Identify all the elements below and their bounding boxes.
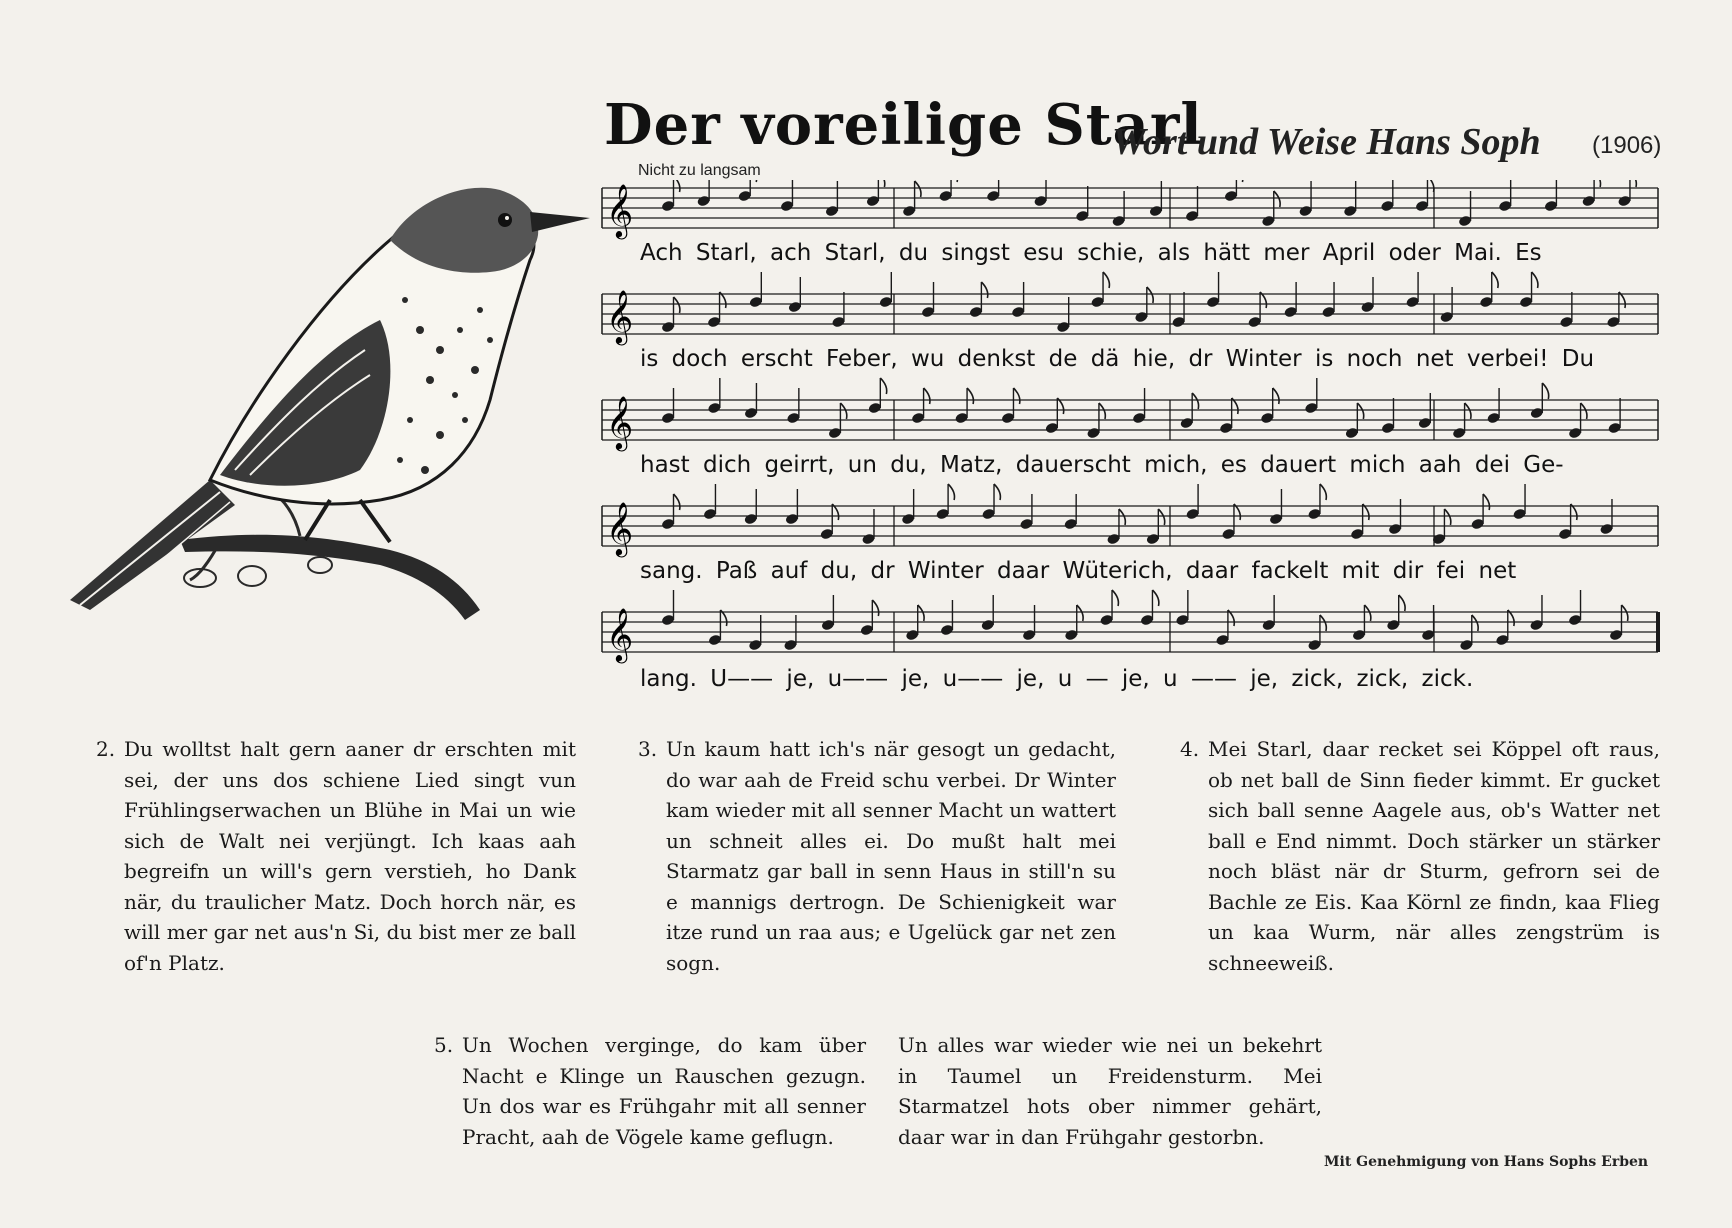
verse-text: Un Wochen verginge, do kam über Nacht e Klinge un Rauschen gezugn. Un dos war es Frühgahr mit all senner Pracht, aah de Vögele kame geflugn. <box>462 1033 866 1149</box>
verse-number: 4. <box>1180 737 1200 761</box>
svg-text:𝄞: 𝄞 <box>606 501 634 555</box>
svg-text:𝄞: 𝄞 <box>606 289 634 343</box>
svg-text:𝄞: 𝄞 <box>606 607 634 661</box>
starling-illustration <box>60 180 600 670</box>
staff-5 <box>602 590 1658 663</box>
song-author: Wort und Weise Hans Soph <box>1112 121 1541 163</box>
verse-text: Mei Starl, daar recket sei Köppel oft raus, ob net ball de Sinn fieder kimmt. Er gucket sich ball senne Aagele aus, ob's Watter net ball e End nimmt. Doch stärker un stärker noch bläst när dr Sturm, gefrorn sei de Bachle ze Eis. Kaa Körnl ze findn, kaa Flieg un kaa Wurm, när alles zengstrüm is schneeweiß. <box>1208 737 1660 975</box>
tempo-marking: Nicht zu langsam <box>638 162 761 179</box>
verse-3 <box>638 734 1116 978</box>
staff-4 <box>602 484 1658 557</box>
song-title: Der voreilige Starl <box>604 92 1203 158</box>
staff-1 <box>602 180 1658 239</box>
song-year: (1906) <box>1592 132 1662 159</box>
lyric-line-2: is doch erscht Feber, wu denkst de dä hie, dr Winter is noch net verbei! Du <box>640 346 1595 372</box>
verse-4 <box>1180 734 1660 978</box>
verse-number: 2. <box>96 737 116 761</box>
staff-3 <box>602 378 1658 451</box>
verse-text: Un kaum hatt ich's när gesogt un gedacht, do war aah de Freid schu verbei. Dr Winter kam wieder mit all senner Macht un wattert un schneit alles ei. Do mußt halt mei Starmatz gar ball in senn Haus in still'n su e mannigs dertrogn. De Schienigkeit war itze rund un raa aus; e Ugelück gar net zen sogn. <box>666 737 1116 975</box>
verse-2 <box>96 734 576 978</box>
verse-text: Un alles war wieder wie nei un bekehrt in Taumel un Freidensturm. Mei Starmatzel hots ober nimmer gehärt, daar war in dan Frühgahr gestorbn. <box>898 1033 1322 1149</box>
verse-5-continued <box>898 1030 1322 1152</box>
svg-text:𝄞: 𝄞 <box>606 183 634 237</box>
verse-text: Du wolltst halt gern aaner dr erschten mit sei, der uns dos schiene Lied singt vun Frühlingserwachen un Blühe in Mai un wie sich de Walt nei verjüngt. Ich kaas aah begreifn un will's gern verstieh, ho Dank när, du traulicher Matz. Doch horch när, es will mer gar net aus'n Si, du bist mer ze ball of'n Platz. <box>124 737 576 975</box>
verse-5 <box>434 1030 866 1152</box>
lyric-line-5: lang. U—— je, u—— je, u—— je, u — je, u —— je, zick, zick, zick. <box>640 666 1474 692</box>
lyric-line-1: Ach Starl, ach Starl, du singst esu schie, als hätt mer April oder Mai. Es <box>640 240 1542 266</box>
permission-credit: Mit Genehmigung von Hans Sophs Erben <box>1324 1154 1649 1170</box>
staff-2 <box>602 272 1658 345</box>
verse-number: 3. <box>638 737 658 761</box>
verse-number: 5. <box>434 1033 454 1057</box>
lyric-line-4: sang. Paß auf du, dr Winter daar Wüterich, daar fackelt mit dir fei net <box>640 558 1517 584</box>
svg-text:𝄞: 𝄞 <box>606 395 634 449</box>
lyric-line-3: hast dich geirrt, un du, Matz, dauerscht mich, es dauert mich aah dei Ge- <box>640 452 1564 478</box>
